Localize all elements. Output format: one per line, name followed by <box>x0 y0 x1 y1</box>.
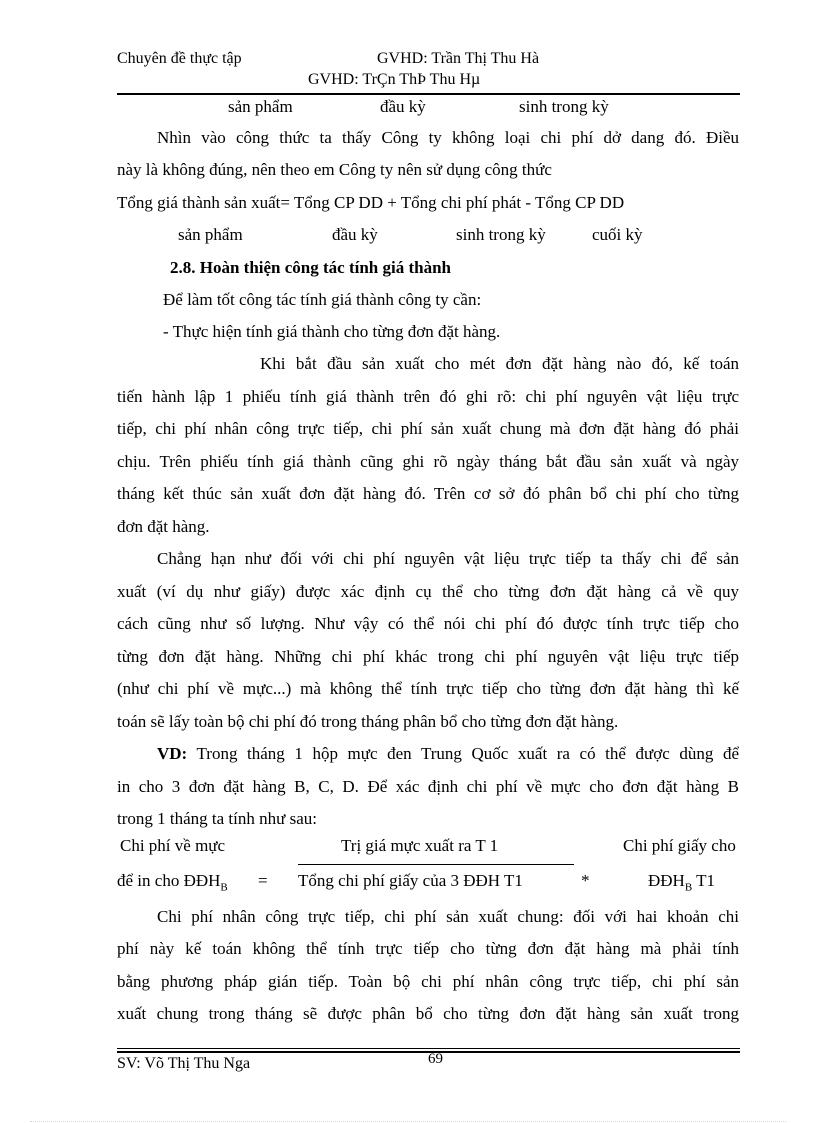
page-edge-dotted-line <box>30 1121 786 1122</box>
eq-denominator: Tổng chi phí giấy của 3 ĐĐH T1 <box>298 871 523 890</box>
page-number: 69 <box>428 1051 443 1067</box>
intro-line: Để làm tốt công tác tính giá thành công ty cần: <box>163 290 482 309</box>
eq-equals-sign: = <box>258 871 268 890</box>
formula-label-cuoi-ky: cuối kỳ <box>592 225 643 244</box>
paragraph-2-line3: cách cũng như số lượng. Như vậy có thể nói chi phí đó được tính trực tiếp cho <box>117 614 739 633</box>
paragraph-4-line4: xuất chung trong tháng sẽ được phân bổ cho từng đơn đặt hàng sản xuất trong <box>117 1004 739 1023</box>
paragraph-2-line1: Chẳng hạn như đối với chi phí nguyên vật liệu trực tiếp ta thấy chi để sản <box>157 549 739 568</box>
top-label-dau-ky: đầu kỳ <box>380 97 426 116</box>
paragraph-4-line1: Chi phí nhân công trực tiếp, chi phí sản xuất chung: đối với hai khoản chi <box>157 907 739 926</box>
paragraph-2-line5: (như chi phí về mực...) mà không thể tính trực tiếp cho từng đơn đặt hàng thì kế <box>117 679 739 698</box>
paragraph-2-line6: toán sẽ lấy toàn bộ chi phí đó trong tháng phân bổ cho từng đơn đặt hàng. <box>117 712 619 731</box>
header-supervisor-garbled: GVHD: TrÇn ThÞ Thu Hµ <box>308 71 481 88</box>
formula-line: Tổng giá thành sản xuất= Tổng CP DD + Tổng chi phí phát - Tổng CP DD <box>117 193 625 212</box>
top-label-san-pham: sản phẩm <box>228 97 293 116</box>
paragraph-3-line3: trong 1 tháng ta tính như sau: <box>117 809 317 828</box>
header-rule <box>117 93 740 95</box>
eq-times-sign: * <box>581 871 590 890</box>
paragraph-1-line6: đơn đặt hàng. <box>117 517 210 536</box>
paragraph-1-line3: tiếp, chi phí nhân công trực tiếp, chi phí sản xuất chung mà đơn đặt hàng đó phải <box>117 419 739 438</box>
paragraph-3-text: Trong tháng 1 hộp mực đen Trung Quốc xuất ra có thể được dùng để <box>187 744 739 763</box>
formula-label-san-pham: sản phẩm <box>178 225 243 244</box>
paragraph-2-line2: xuất (ví dụ như giấy) được xác định cụ thể cho từng đơn đặt hàng cả về quy <box>117 582 739 601</box>
paragraph-3-line1 <box>117 738 739 771</box>
header-supervisor: GVHD: Trần Thị Thu Hà <box>377 50 540 67</box>
section-heading: 2.8. Hoàn thiện công tác tính giá thành <box>170 258 452 277</box>
eq-fraction-bar <box>298 864 574 865</box>
footer-student: SV: Võ Thị Thu Nga <box>117 1055 251 1072</box>
eq-left-bottom: để in cho $ĐĐH_B$ <box>117 871 228 894</box>
paragraph-3-line2: in cho 3 đơn đặt hàng B, C, D. Để xác định chi phí về mực cho đơn đặt hàng B <box>117 777 739 796</box>
formula-label-sinh-trong-ky: sinh trong kỳ <box>456 225 546 244</box>
top-label-sinh-trong-ky: sinh trong kỳ <box>519 97 609 116</box>
paragraph-1-line4: chịu. Trên phiếu tính giá thành cũng ghi rõ ngày tháng bắt đầu sản xuất và ngày <box>117 452 739 471</box>
paragraph-formula-intro-line2: này là không đúng, nên theo em Công ty nên sử dụng công thức <box>117 160 552 179</box>
formula-label-dau-ky: đầu kỳ <box>332 225 378 244</box>
footer-rule-top <box>117 1048 740 1049</box>
example-label: VD: <box>157 744 188 763</box>
eq-right-bottom: $ĐĐH_B$ T1 <box>648 871 716 894</box>
eq-numerator: Trị giá mực xuất ra T 1 <box>341 836 499 855</box>
paragraph-4-line2: phí này kế toán không thể tính trực tiếp cho từng đơn đặt hàng mà phải tính <box>117 939 739 958</box>
paragraph-formula-intro-line1: Nhìn vào công thức ta thấy Công ty không loại chi phí dở dang đó. Điều <box>157 128 739 147</box>
bullet-line: - Thực hiện tính giá thành cho từng đơn đặt hàng. <box>163 322 501 341</box>
paragraph-1-line5: tháng kết thúc sản xuất đơn đặt hàng đó. Trên cơ sở đó phân bổ chi phí cho từng <box>117 484 739 503</box>
paragraph-4-line3: bằng phương pháp gián tiếp. Toàn bộ chi phí nhân công trực tiếp, chi phí sản <box>117 972 739 991</box>
eq-left-top: Chi phí về mực <box>120 836 226 855</box>
paragraph-2-line4: từng đơn đặt hàng. Những chi phí khác trong chi phí nguyên vật liệu trực tiếp <box>117 647 739 666</box>
header-title: Chuyên đề thực tập <box>117 50 242 67</box>
paragraph-1-line1: Khi bắt đầu sản xuất cho mét đơn đặt hàng nào đó, kế toán <box>260 354 739 373</box>
paragraph-1-line2: tiến hành lập 1 phiếu tính giá thành trên đó ghi rõ: chi phí nguyên vật liệu trực <box>117 387 739 406</box>
eq-right-top: Chi phí giấy cho <box>623 836 736 855</box>
